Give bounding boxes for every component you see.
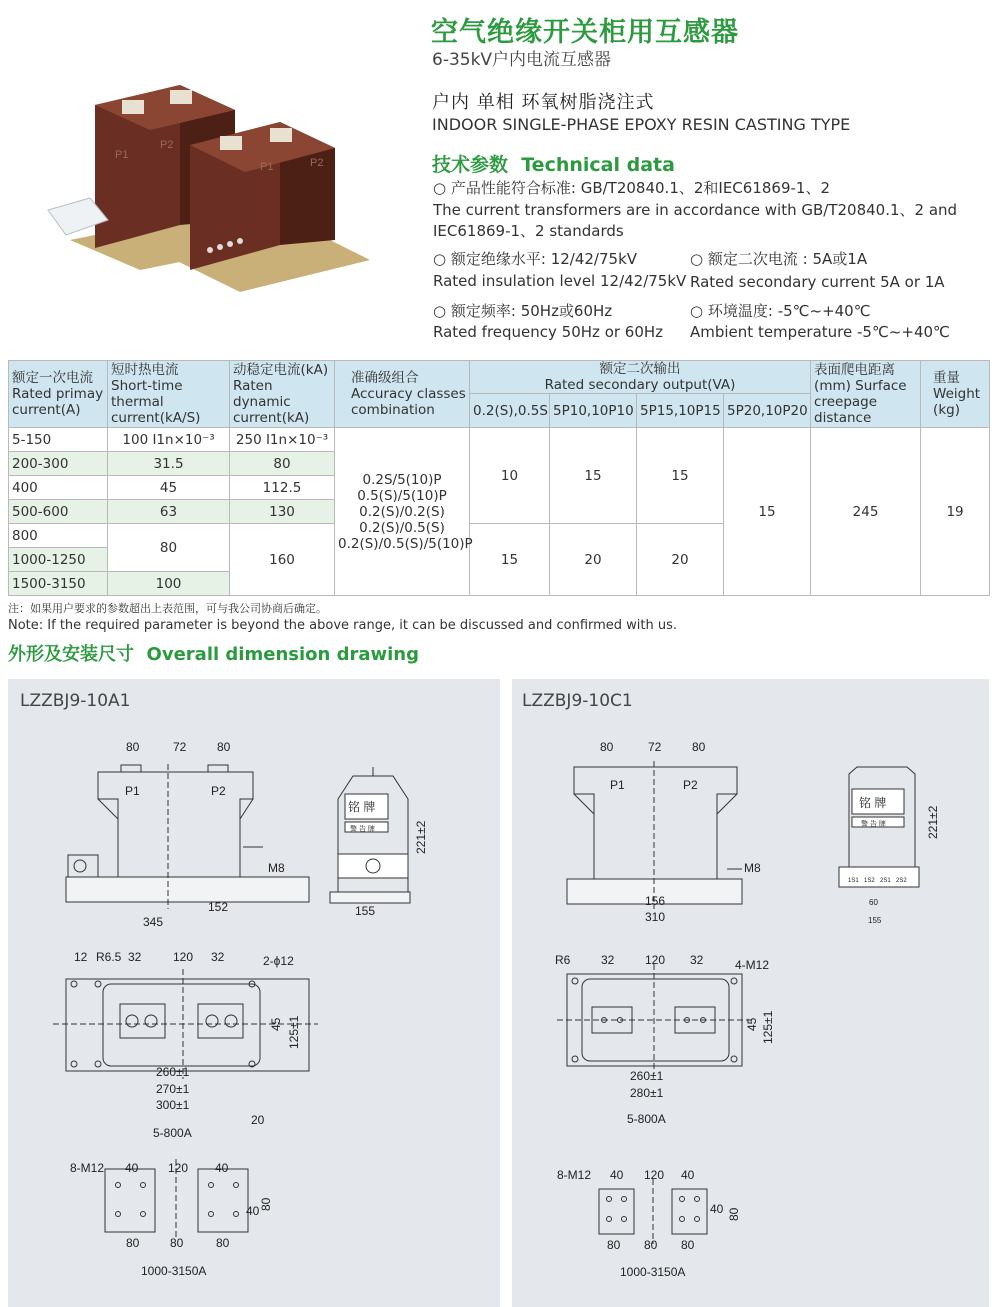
dim-label: 260±1 [630, 1069, 664, 1083]
dim-label: 12 [74, 950, 88, 964]
spec-temperature-en: Ambient temperature -5℃~+40℃ [690, 323, 950, 341]
header-text: current(A) [12, 402, 81, 418]
dim-label: 40 [125, 1161, 139, 1175]
dim-label: 80 [259, 1197, 273, 1211]
terminal-label: 2S1 [880, 878, 891, 884]
dim-label: 80 [126, 1236, 140, 1250]
dim-label: 32 [211, 950, 225, 964]
spec-insulation-cn-text: 额定绝缘水平: 12/42/75kV [450, 250, 638, 268]
dim-label: 40 [610, 1168, 624, 1182]
photo-label-p1-front: P1 [260, 161, 274, 173]
terminal-label: 2S2 [896, 878, 907, 884]
header-text: combination [351, 402, 435, 418]
dim-label: 45 [745, 1017, 759, 1031]
header-text: current(kA) [233, 410, 310, 426]
cell-thermal: 80 [108, 524, 230, 572]
dimension-labels-a1 [70, 740, 428, 1278]
dim-label: 80 [217, 740, 231, 754]
dim-label: 345 [143, 915, 164, 929]
transformer-front [175, 122, 370, 292]
cell-weight: 19 [921, 428, 990, 596]
accuracy-line: 0.5(S)/5(10)P [357, 487, 447, 504]
accuracy-line: 0.2S/5(10)P [362, 471, 442, 488]
photo-label-p2-front: P2 [310, 157, 324, 169]
page-title: 空气绝缘开关柜用互感器 [431, 17, 739, 48]
col-header-out-3: 5P15,10P15 [637, 394, 724, 428]
dim-label: 32 [128, 950, 142, 964]
photo-label-p2: P2 [160, 139, 174, 151]
cell-dynamic: 112.5 [230, 476, 335, 500]
spec-frequency-cn [433, 301, 612, 322]
dim-label: 270±1 [156, 1082, 190, 1096]
header-text: creepage [814, 394, 878, 410]
header-text: current(kA/S) [111, 410, 201, 426]
header-text: Raten dynamic [233, 378, 291, 410]
dim-label: 80 [126, 740, 140, 754]
header-text: (kg) [933, 402, 960, 418]
front-elevation [567, 761, 742, 909]
col-header-out-4: 5P20,10P20 [724, 394, 811, 428]
tech-title-cn: 技术参数 [432, 154, 509, 176]
cell-output: 20 [637, 524, 724, 596]
spec-temperature-cn [690, 301, 871, 322]
note-cn: 注：如果用户要求的参数超出上表范围，可与我公司协商后确定。 [8, 602, 327, 615]
plan-view [557, 964, 752, 1074]
dim-label: 72 [173, 740, 187, 754]
dim-label: 221±2 [926, 805, 940, 839]
cell-current: 500-600 [9, 500, 108, 524]
p2-label: P2 [211, 784, 226, 798]
warning-plate-label: 警 告 牌 [350, 826, 375, 833]
dim-label: 80 [216, 1236, 230, 1250]
spec-secondary-cn [690, 249, 867, 270]
col-header-creepage [811, 361, 921, 428]
cell-thermal: 45 [108, 476, 230, 500]
dim-label: R6 [555, 953, 571, 967]
dim-label: 155 [868, 916, 882, 925]
col-header-primary [9, 361, 108, 428]
tech-title [432, 150, 675, 177]
header-text: Rated secondary output(VA) [544, 377, 736, 393]
dim-label: 280±1 [630, 1086, 664, 1100]
cell-current: 5-150 [9, 428, 108, 452]
cell-current: 800 [9, 524, 108, 548]
nameplate-label: 铭 牌 [859, 796, 887, 810]
dim-label: 8-M12 [70, 1161, 105, 1175]
header-text: (mm) Surface [814, 378, 907, 394]
terminal-label: 1S2 [864, 878, 875, 884]
header-text: distance [814, 410, 872, 426]
spec-temperature-cn-text: 环境温度: -5℃~+40℃ [707, 302, 871, 320]
p1-label: P1 [125, 784, 140, 798]
model-label: LZZBJ9-10A1 [20, 691, 131, 711]
terminal-detail [599, 1179, 707, 1244]
m8-label: M8 [744, 861, 761, 875]
col-header-out-2: 5P10,10P10 [550, 394, 637, 428]
drawing-panel-c1 [512, 679, 989, 1307]
dim-label: 80 [170, 1236, 184, 1250]
side-elevation [330, 767, 410, 903]
dim-label: 260±1 [156, 1065, 190, 1079]
type-cn: 户内 单相 环氧树脂浇注式 [432, 92, 655, 113]
cell-output: 20 [550, 524, 637, 596]
dimension-labels-c1 [555, 740, 940, 1279]
p2-label: P2 [683, 778, 698, 792]
header-text: 短时热电流 [111, 362, 179, 378]
col-header-thermal [108, 361, 230, 428]
cell-current: 1000-1250 [9, 548, 108, 572]
dimension-title [8, 640, 419, 666]
dim-label: 40 [246, 1204, 260, 1218]
header-text: 额定二次输出 [599, 361, 681, 377]
type-en: INDOOR SINGLE-PHASE EPOXY RESIN CASTING TYPE [432, 115, 851, 134]
model-label: LZZBJ9-10C1 [522, 691, 633, 711]
dim-label: 32 [690, 953, 704, 967]
accuracy-line: 0.2(S)/0.5(S)/5(10)P [338, 535, 473, 552]
header-text: Weight [933, 386, 981, 402]
col-header-accuracy [335, 361, 470, 428]
spec-insulation-cn [433, 249, 637, 270]
col-header-weight [921, 361, 990, 428]
spec-standard-en-2: IEC61869-1、2 standards [433, 222, 624, 240]
spec-standard-cn-text: 产品性能符合标准: GB/T20840.1、2和IEC61869-1、2 [450, 179, 830, 197]
p1-label: P1 [610, 778, 625, 792]
warning-plate-label: 警 告 牌 [861, 821, 886, 828]
variant-label: 5-800A [627, 1112, 666, 1126]
header-text: 表面爬电距离 [814, 362, 896, 378]
bullet-icon: ○ [433, 302, 447, 320]
dim-label: 2-ϕ12 [263, 954, 294, 968]
dim-label: 80 [607, 1238, 621, 1252]
drawing-c1 [512, 679, 989, 1307]
accuracy-line: 0.2(S)/0.2(S) [359, 503, 445, 520]
dim-label: 310 [645, 910, 666, 924]
nameplate-label: 铭 牌 [348, 800, 376, 814]
dim-label: 4-M12 [735, 958, 770, 972]
cell-thermal: 100 I1n×10⁻³ [108, 428, 230, 452]
dim-label: 80 [681, 1238, 695, 1252]
variant-label: 5-800A [153, 1126, 192, 1140]
cell-dynamic: 160 [230, 524, 335, 596]
cell-dynamic: 130 [230, 500, 335, 524]
cell-output-5p20: 15 [724, 428, 811, 596]
m8-label: M8 [268, 861, 285, 875]
spec-table [8, 360, 990, 596]
dim-label: 120 [168, 1161, 189, 1175]
header-text: 重量 [933, 370, 961, 386]
header-text: 动稳定电流(kA) [233, 362, 329, 378]
dim-label: 125±1 [761, 1010, 775, 1044]
col-header-out-1: 0.2(S),0.5S [470, 394, 550, 428]
cell-accuracy [335, 428, 473, 596]
dimension-title-cn: 外形及安装尺寸 [8, 644, 134, 665]
dim-label: 300±1 [156, 1098, 190, 1112]
note-en: Note: If the required parameter is beyond the above range, it can be discussed and confirmed with us. [8, 618, 678, 633]
photo-label-p1: P1 [115, 149, 129, 161]
dim-label: 8-M12 [557, 1168, 592, 1182]
spec-secondary-en: Rated secondary current 5A or 1A [690, 273, 945, 291]
cell-current: 200-300 [9, 452, 108, 476]
dim-label: 60 [869, 898, 878, 907]
dim-label: 45 [269, 1017, 283, 1031]
dim-label: 155 [355, 904, 376, 918]
dim-label: 80 [692, 740, 706, 754]
drawing-a1 [8, 679, 500, 1307]
header-text: Short-time thermal [111, 378, 183, 410]
cell-current: 1500-3150 [9, 572, 108, 596]
dim-label: 40 [681, 1168, 695, 1182]
tech-title-en: Technical data [521, 154, 675, 176]
dim-label: 80 [600, 740, 614, 754]
cell-output: 15 [637, 428, 724, 524]
cell-current: 400 [9, 476, 108, 500]
dim-label: R6.5 [96, 950, 122, 964]
col-header-dynamic [230, 361, 335, 428]
drawing-panel-a1 [8, 679, 500, 1307]
table-row [9, 428, 990, 452]
terminal-label: 1S1 [848, 878, 859, 884]
dim-label: 125±1 [287, 1015, 301, 1049]
header-text: Accuracy classes [351, 386, 466, 402]
dim-label: 221±2 [414, 820, 428, 854]
product-photo [30, 70, 380, 310]
bullet-icon: ○ [690, 250, 704, 268]
spec-frequency-cn-text: 额定频率: 50Hz或60Hz [450, 302, 613, 320]
page-subtitle: 6-35kV户内电流互感器 [432, 50, 612, 70]
spec-frequency-en: Rated frequency 50Hz or 60Hz [433, 323, 664, 341]
spec-standard-cn [433, 178, 830, 199]
bullet-icon: ○ [690, 302, 704, 320]
cell-thermal: 100 [108, 572, 230, 596]
spec-secondary-cn-text: 额定二次电流 : 5A或1A [707, 250, 868, 268]
variant-label: 1000-3150A [141, 1264, 207, 1278]
spec-standard-en-1: The current transformers are in accordance with GB/T20840.1、2 and [433, 201, 958, 219]
cell-creepage: 245 [811, 428, 921, 596]
dim-label: 80 [644, 1238, 658, 1252]
dim-label: 80 [727, 1207, 741, 1221]
cell-dynamic: 80 [230, 452, 335, 476]
dim-label: 152 [208, 900, 229, 914]
cell-thermal: 63 [108, 500, 230, 524]
dim-label: 120 [645, 953, 666, 967]
cell-output: 15 [470, 524, 550, 596]
dim-label: 40 [710, 1202, 724, 1216]
cell-output: 10 [470, 428, 550, 524]
dimension-title-en: Overall dimension drawing [146, 644, 419, 665]
dim-label: 32 [601, 953, 615, 967]
dim-label: 156 [645, 894, 666, 908]
bullet-icon: ○ [433, 179, 447, 197]
spec-insulation-en: Rated insulation level 12/42/75kV [433, 272, 687, 290]
front-elevation [66, 764, 309, 909]
variant-label: 1000-3150A [620, 1265, 686, 1279]
dim-label: 20 [251, 1113, 265, 1127]
accuracy-line: 0.2(S)/0.5(S) [359, 519, 445, 536]
dim-label: 120 [173, 950, 194, 964]
dim-label: 120 [644, 1168, 665, 1182]
cell-dynamic: 250 I1n×10⁻³ [230, 428, 335, 452]
header-text: 额定一次电流 [12, 370, 93, 386]
cell-output: 15 [550, 428, 637, 524]
header-text: 准确级组合 [351, 370, 419, 386]
cell-thermal: 31.5 [108, 452, 230, 476]
dim-label: 72 [648, 740, 662, 754]
dim-label: 40 [215, 1161, 229, 1175]
col-header-output [470, 361, 811, 394]
header-text: Rated primay [12, 386, 104, 402]
bullet-icon: ○ [433, 250, 447, 268]
